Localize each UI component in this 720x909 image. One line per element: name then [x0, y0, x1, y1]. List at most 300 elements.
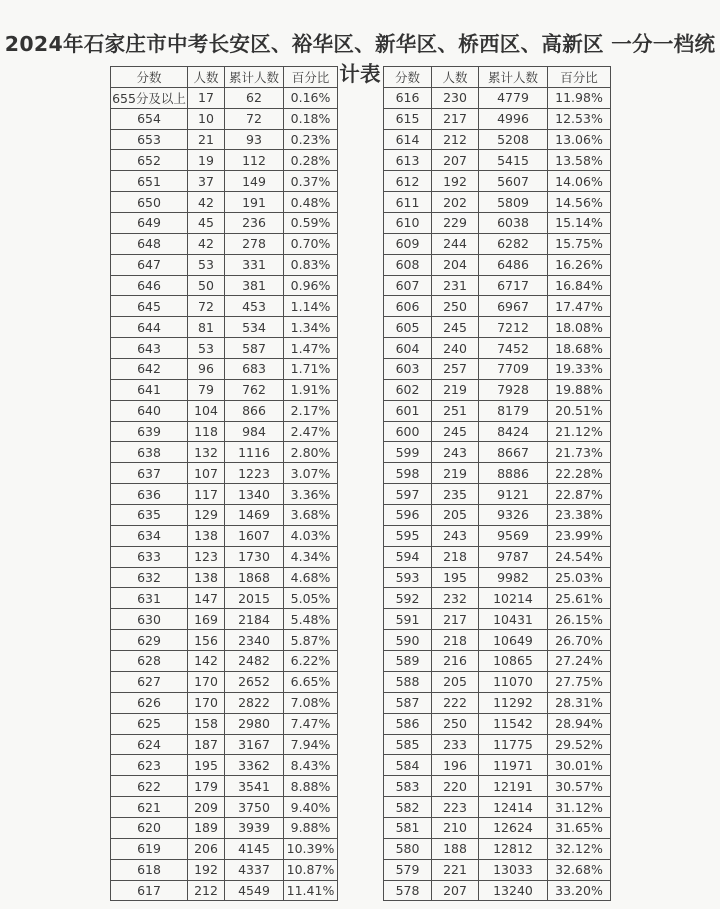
table-cell: 611 [384, 192, 432, 213]
table-cell: 12812 [479, 838, 548, 859]
table-cell: 4996 [479, 108, 548, 129]
table-cell: 245 [432, 421, 479, 442]
table-cell: 12.53% [548, 108, 611, 129]
table-cell: 32.12% [548, 838, 611, 859]
table-cell: 220 [432, 776, 479, 797]
table-cell: 8424 [479, 421, 548, 442]
table-cell: 9569 [479, 525, 548, 546]
table-cell: 11775 [479, 734, 548, 755]
table-cell: 29.52% [548, 734, 611, 755]
table-cell: 617 [111, 880, 188, 901]
table-cell: 219 [432, 463, 479, 484]
table-cell: 107 [188, 463, 225, 484]
table-cell: 5809 [479, 192, 548, 213]
table-cell: 245 [432, 317, 479, 338]
table-cell: 72 [225, 108, 284, 129]
table-cell: 196 [432, 755, 479, 776]
table-cell: 6486 [479, 254, 548, 275]
table-cell: 149 [225, 171, 284, 192]
table-cell: 453 [225, 296, 284, 317]
table-cell: 21.73% [548, 442, 611, 463]
table-cell: 19.33% [548, 359, 611, 380]
table-row [111, 359, 338, 380]
table-cell: 3.68% [284, 505, 338, 526]
table-cell: 187 [188, 734, 225, 755]
table-cell: 2.17% [284, 400, 338, 421]
table-cell: 205 [432, 671, 479, 692]
table-cell: 179 [188, 776, 225, 797]
table-cell: 7.08% [284, 692, 338, 713]
table-cell: 170 [188, 692, 225, 713]
table-row [384, 233, 611, 254]
table-cell: 236 [225, 213, 284, 234]
column-header: 分数 [384, 67, 432, 88]
table-row [111, 275, 338, 296]
table-cell: 592 [384, 588, 432, 609]
table-cell: 10.39% [284, 838, 338, 859]
table-cell: 8179 [479, 400, 548, 421]
table-row [384, 630, 611, 651]
table-cell: 631 [111, 588, 188, 609]
table-row [384, 108, 611, 129]
table-cell: 6038 [479, 213, 548, 234]
table-cell: 11.98% [548, 87, 611, 108]
table-cell: 602 [384, 379, 432, 400]
table-row [111, 338, 338, 359]
table-cell: 603 [384, 359, 432, 380]
table-cell: 17 [188, 87, 225, 108]
table-row [111, 525, 338, 546]
table-cell: 627 [111, 671, 188, 692]
table-cell: 639 [111, 421, 188, 442]
table-cell: 204 [432, 254, 479, 275]
table-cell: 5.48% [284, 609, 338, 630]
table-cell: 1730 [225, 546, 284, 567]
table-cell: 27.75% [548, 671, 611, 692]
table-cell: 207 [432, 880, 479, 901]
table-cell: 10649 [479, 630, 548, 651]
table-cell: 209 [188, 797, 225, 818]
table-cell: 618 [111, 859, 188, 880]
table-cell: 587 [225, 338, 284, 359]
table-cell: 640 [111, 400, 188, 421]
table-cell: 216 [432, 651, 479, 672]
table-cell: 1607 [225, 525, 284, 546]
table-cell: 72 [188, 296, 225, 317]
table-cell: 240 [432, 338, 479, 359]
table-cell: 169 [188, 609, 225, 630]
table-cell: 534 [225, 317, 284, 338]
table-row [111, 129, 338, 150]
table-cell: 650 [111, 192, 188, 213]
table-cell: 233 [432, 734, 479, 755]
table-cell: 206 [188, 838, 225, 859]
table-cell: 9.40% [284, 797, 338, 818]
table-cell: 607 [384, 275, 432, 296]
table-row [384, 651, 611, 672]
header-row [384, 67, 611, 88]
table-cell: 10431 [479, 609, 548, 630]
table-cell: 30.01% [548, 755, 611, 776]
table-cell: 191 [225, 192, 284, 213]
table-cell: 156 [188, 630, 225, 651]
table-cell: 600 [384, 421, 432, 442]
table-cell: 8.88% [284, 776, 338, 797]
table-row [384, 567, 611, 588]
table-row [111, 609, 338, 630]
table-cell: 21.12% [548, 421, 611, 442]
table-cell: 212 [188, 880, 225, 901]
table-cell: 0.59% [284, 213, 338, 234]
table-cell: 16.84% [548, 275, 611, 296]
table-cell: 583 [384, 776, 432, 797]
table-cell: 4549 [225, 880, 284, 901]
table-cell: 3541 [225, 776, 284, 797]
table-row [384, 87, 611, 108]
table-cell: 1.47% [284, 338, 338, 359]
table-cell: 222 [432, 692, 479, 713]
table-cell: 2980 [225, 713, 284, 734]
table-cell: 2.80% [284, 442, 338, 463]
table-cell: 79 [188, 379, 225, 400]
table-cell: 123 [188, 546, 225, 567]
table-cell: 42 [188, 192, 225, 213]
table-row [384, 838, 611, 859]
table-row [384, 817, 611, 838]
table-cell: 6282 [479, 233, 548, 254]
table-cell: 1.91% [284, 379, 338, 400]
table-cell: 1116 [225, 442, 284, 463]
table-cell: 7452 [479, 338, 548, 359]
table-cell: 112 [225, 150, 284, 171]
table-row [111, 859, 338, 880]
table-cell: 189 [188, 817, 225, 838]
table-row [111, 296, 338, 317]
table-cell: 0.48% [284, 192, 338, 213]
table-cell: 629 [111, 630, 188, 651]
table-cell: 606 [384, 296, 432, 317]
table-row [111, 254, 338, 275]
table-row [384, 588, 611, 609]
table-cell: 643 [111, 338, 188, 359]
table-cell: 21 [188, 129, 225, 150]
table-cell: 5.05% [284, 588, 338, 609]
column-header: 分数 [111, 67, 188, 88]
table-cell: 0.37% [284, 171, 338, 192]
table-cell: 1868 [225, 567, 284, 588]
table-cell: 619 [111, 838, 188, 859]
table-row [384, 442, 611, 463]
table-row [111, 484, 338, 505]
table-row [384, 671, 611, 692]
table-row [111, 463, 338, 484]
table-cell: 5607 [479, 171, 548, 192]
table-cell: 5208 [479, 129, 548, 150]
table-cell: 2015 [225, 588, 284, 609]
table-cell: 3.36% [284, 484, 338, 505]
table-row [111, 87, 338, 108]
table-cell: 31.12% [548, 797, 611, 818]
table-row [384, 338, 611, 359]
table-cell: 762 [225, 379, 284, 400]
table-cell: 11292 [479, 692, 548, 713]
table-cell: 1223 [225, 463, 284, 484]
table-cell: 6.65% [284, 671, 338, 692]
column-header: 人数 [432, 67, 479, 88]
table-cell: 625 [111, 713, 188, 734]
table-cell: 331 [225, 254, 284, 275]
table-cell: 117 [188, 484, 225, 505]
table-row [384, 692, 611, 713]
table-row [111, 797, 338, 818]
table-row [384, 859, 611, 880]
table-cell: 0.96% [284, 275, 338, 296]
table-row [111, 567, 338, 588]
table-cell: 223 [432, 797, 479, 818]
table-row [384, 797, 611, 818]
table-cell: 42 [188, 233, 225, 254]
table-cell: 601 [384, 400, 432, 421]
table-cell: 9982 [479, 567, 548, 588]
table-cell: 9787 [479, 546, 548, 567]
table-cell: 23.38% [548, 505, 611, 526]
table-cell: 581 [384, 817, 432, 838]
table-cell: 142 [188, 651, 225, 672]
table-row [111, 546, 338, 567]
score-table-left [110, 66, 338, 901]
table-cell: 608 [384, 254, 432, 275]
table-cell: 645 [111, 296, 188, 317]
table-cell: 250 [432, 713, 479, 734]
table-row [384, 525, 611, 546]
table-cell: 10865 [479, 651, 548, 672]
table-cell: 599 [384, 442, 432, 463]
table-row [384, 421, 611, 442]
table-cell: 651 [111, 171, 188, 192]
table-cell: 622 [111, 776, 188, 797]
table-cell: 217 [432, 609, 479, 630]
table-row [111, 150, 338, 171]
table-cell: 615 [384, 108, 432, 129]
table-cell: 217 [432, 108, 479, 129]
table-cell: 28.31% [548, 692, 611, 713]
table-row [111, 713, 338, 734]
table-row [111, 108, 338, 129]
table-cell: 580 [384, 838, 432, 859]
table-cell: 2482 [225, 651, 284, 672]
table-cell: 27.24% [548, 651, 611, 672]
table-cell: 7.47% [284, 713, 338, 734]
column-header: 人数 [188, 67, 225, 88]
table-cell: 594 [384, 546, 432, 567]
table-row [384, 734, 611, 755]
table-cell: 17.47% [548, 296, 611, 317]
table-cell: 30.57% [548, 776, 611, 797]
table-cell: 653 [111, 129, 188, 150]
table-cell: 50 [188, 275, 225, 296]
table-cell: 0.70% [284, 233, 338, 254]
table-cell: 2.47% [284, 421, 338, 442]
table-row [384, 296, 611, 317]
table-row [384, 171, 611, 192]
table-cell: 62 [225, 87, 284, 108]
table-cell: 597 [384, 484, 432, 505]
table-cell: 644 [111, 317, 188, 338]
table-cell: 188 [432, 838, 479, 859]
page-title: 2024年石家庄市中考长安区、裕华区、新华区、桥西区、高新区 一分一档统计表 [4, 32, 716, 86]
table-cell: 195 [432, 567, 479, 588]
table-cell: 652 [111, 150, 188, 171]
table-cell: 15.75% [548, 233, 611, 254]
table-cell: 641 [111, 379, 188, 400]
table-cell: 605 [384, 317, 432, 338]
table-cell: 93 [225, 129, 284, 150]
table-cell: 210 [432, 817, 479, 838]
table-cell: 202 [432, 192, 479, 213]
table-cell: 13.58% [548, 150, 611, 171]
table-cell: 8886 [479, 463, 548, 484]
table-cell: 230 [432, 87, 479, 108]
table-cell: 590 [384, 630, 432, 651]
table-row [384, 484, 611, 505]
table-row [111, 442, 338, 463]
table-row [111, 400, 338, 421]
table-cell: 9.88% [284, 817, 338, 838]
table-row [384, 254, 611, 275]
table-cell: 19.88% [548, 379, 611, 400]
table-cell: 231 [432, 275, 479, 296]
table-cell: 6.22% [284, 651, 338, 672]
table-cell: 579 [384, 859, 432, 880]
table-cell: 1.71% [284, 359, 338, 380]
table-cell: 4.68% [284, 567, 338, 588]
table-cell: 3167 [225, 734, 284, 755]
table-cell: 7212 [479, 317, 548, 338]
table-cell: 10.87% [284, 859, 338, 880]
column-header: 百分比 [548, 67, 611, 88]
table-cell: 614 [384, 129, 432, 150]
table-row [384, 546, 611, 567]
table-cell: 250 [432, 296, 479, 317]
table-row [111, 817, 338, 838]
table-cell: 610 [384, 213, 432, 234]
table-row [111, 734, 338, 755]
table-cell: 2822 [225, 692, 284, 713]
table-cell: 15.14% [548, 213, 611, 234]
table-cell: 2652 [225, 671, 284, 692]
table-cell: 9326 [479, 505, 548, 526]
table-row [111, 880, 338, 901]
table-cell: 586 [384, 713, 432, 734]
table-cell: 648 [111, 233, 188, 254]
table-cell: 26.70% [548, 630, 611, 651]
table-cell: 9121 [479, 484, 548, 505]
table-cell: 12191 [479, 776, 548, 797]
table-cell: 3.07% [284, 463, 338, 484]
table-cell: 96 [188, 359, 225, 380]
table-cell: 632 [111, 567, 188, 588]
table-row [111, 776, 338, 797]
table-cell: 24.54% [548, 546, 611, 567]
table-cell: 229 [432, 213, 479, 234]
table-cell: 192 [188, 859, 225, 880]
table-row [384, 129, 611, 150]
table-cell: 0.18% [284, 108, 338, 129]
table-cell: 984 [225, 421, 284, 442]
table-cell: 635 [111, 505, 188, 526]
table-row [111, 317, 338, 338]
table-cell: 613 [384, 150, 432, 171]
table-cell: 3939 [225, 817, 284, 838]
table-cell: 205 [432, 505, 479, 526]
table-cell: 4.34% [284, 546, 338, 567]
table-row [384, 317, 611, 338]
table-row [384, 213, 611, 234]
table-cell: 23.99% [548, 525, 611, 546]
table-cell: 2184 [225, 609, 284, 630]
table-cell: 6967 [479, 296, 548, 317]
table-cell: 1469 [225, 505, 284, 526]
table-cell: 243 [432, 442, 479, 463]
table-cell: 25.03% [548, 567, 611, 588]
column-header: 累计人数 [225, 67, 284, 88]
table-cell: 132 [188, 442, 225, 463]
table-cell: 22.87% [548, 484, 611, 505]
table-cell: 14.06% [548, 171, 611, 192]
table-cell: 218 [432, 546, 479, 567]
table-cell: 8.43% [284, 755, 338, 776]
table-row [384, 275, 611, 296]
table-cell: 11070 [479, 671, 548, 692]
table-row [111, 171, 338, 192]
table-cell: 12414 [479, 797, 548, 818]
table-row [384, 192, 611, 213]
table-row [111, 671, 338, 692]
table-row [111, 630, 338, 651]
table-cell: 623 [111, 755, 188, 776]
table-cell: 118 [188, 421, 225, 442]
table-cell: 244 [432, 233, 479, 254]
table-row [111, 505, 338, 526]
table-cell: 104 [188, 400, 225, 421]
table-cell: 212 [432, 129, 479, 150]
table-row [384, 880, 611, 901]
table-cell: 221 [432, 859, 479, 880]
table-row [111, 421, 338, 442]
table-row [111, 588, 338, 609]
table-cell: 584 [384, 755, 432, 776]
table-cell: 626 [111, 692, 188, 713]
table-cell: 158 [188, 713, 225, 734]
table-row [384, 713, 611, 734]
table-cell: 11542 [479, 713, 548, 734]
table-cell: 22.28% [548, 463, 611, 484]
table-cell: 45 [188, 213, 225, 234]
header-row [111, 67, 338, 88]
table-cell: 649 [111, 213, 188, 234]
table-cell: 14.56% [548, 192, 611, 213]
table-cell: 4.03% [284, 525, 338, 546]
table-cell: 192 [432, 171, 479, 192]
table-cell: 578 [384, 880, 432, 901]
table-cell: 638 [111, 442, 188, 463]
table-cell: 866 [225, 400, 284, 421]
table-cell: 13.06% [548, 129, 611, 150]
table-cell: 10214 [479, 588, 548, 609]
table-cell: 8667 [479, 442, 548, 463]
table-row [111, 755, 338, 776]
table-cell: 595 [384, 525, 432, 546]
